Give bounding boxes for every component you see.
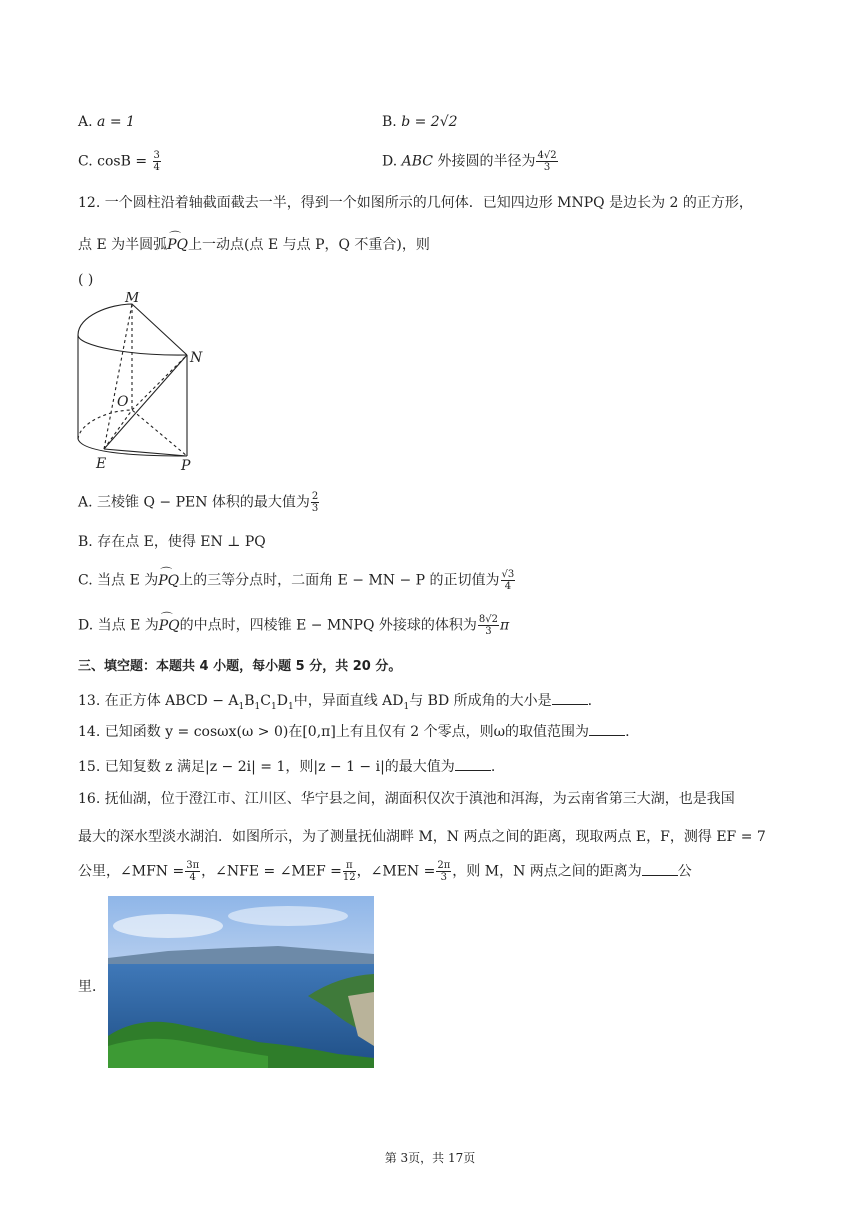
- option-text: 的中点时，四棱锥 E − MNPQ 外接球的体积为: [179, 617, 477, 634]
- answer-blank[interactable]: [552, 692, 588, 705]
- q13-text: 与 BD 所成角的大小是: [409, 693, 552, 709]
- option-prefix: B.: [382, 114, 402, 130]
- fraction-num: 3: [153, 150, 160, 161]
- option-11-b: [382, 114, 458, 130]
- fraction-den: 4: [153, 162, 160, 173]
- option-text: D. 当点 E 为: [78, 617, 159, 634]
- page-footer: 第 3页，共 17页: [384, 1151, 476, 1165]
- fraction-den: 4: [504, 581, 512, 592]
- option-prefix: C.: [78, 153, 98, 170]
- fraction: [478, 614, 499, 637]
- answer-blank[interactable]: [455, 758, 491, 771]
- option-text: C. 当点 E 为: [78, 572, 159, 589]
- fraction-num: π: [343, 860, 356, 872]
- q13: [78, 690, 592, 712]
- q15-text: 15. 已知复数 z 满足|z − 2i| = 1，则|z − 1 − i|的最大值为: [78, 759, 455, 775]
- option-math: a = 1: [97, 114, 135, 130]
- q13-text: 13. 在正方体 ABCD − A: [78, 693, 239, 709]
- fraction: [153, 150, 161, 173]
- q12-option-b: B. 存在点 E，使得 EN ⊥ PQ: [78, 534, 266, 550]
- label-E: E: [96, 456, 107, 472]
- q12-text: 点 E 为半圆弧: [78, 237, 168, 253]
- fraction: [311, 491, 319, 514]
- half-cylinder-figure: [70, 292, 210, 474]
- fraction-num: 3π: [186, 860, 200, 871]
- q16-text: 公: [677, 863, 692, 880]
- option-tail: π: [500, 617, 510, 634]
- q14-text: .: [625, 724, 630, 740]
- q12-stem-line1: 12. 一个圆柱沿着轴截面截去一半，得到一个如图所示的几何体．已知四边形 MNPQ 是边长为 2 的正方形，: [78, 195, 753, 211]
- answer-blank[interactable]: [589, 723, 625, 736]
- fraction-den: 3: [440, 872, 447, 883]
- section-heading: 三、填空题：本题共 4 小题，每小题 5 分，共 20 分。: [78, 659, 402, 674]
- option-prefix: A.: [78, 114, 98, 130]
- q12-option-a: [78, 491, 320, 514]
- q12-option-c: [78, 569, 516, 592]
- fraction-den: 3: [311, 503, 319, 514]
- fraction-den: 3: [485, 626, 492, 637]
- label-N: N: [190, 350, 203, 366]
- subscript: 1: [254, 701, 261, 712]
- subscript: 1: [403, 701, 410, 712]
- option-math: cosB =: [97, 153, 152, 170]
- fraction: [436, 860, 451, 883]
- q12-stem-line2: [78, 234, 430, 254]
- option-prefix: D.: [382, 153, 402, 170]
- q16-text: ，∠NFE = ∠MEF =: [201, 863, 342, 880]
- q16-text: ，则 M，N 两点之间的距离为: [452, 863, 642, 880]
- q12-text: 上一动点(点 E 与点 P，Q 不重合)，则: [188, 237, 430, 253]
- fraction-den: 3: [543, 162, 551, 173]
- q16-line4: 里．: [78, 979, 106, 995]
- q16-line3: [78, 860, 692, 883]
- arc-notation: ⌒ PQ: [167, 237, 188, 253]
- fraction-num: √3: [501, 569, 515, 580]
- q13-text: B: [244, 693, 255, 709]
- option-11-c: [78, 150, 162, 173]
- q13-text: D: [276, 693, 288, 709]
- option-text: 外接圆的半径为: [433, 153, 536, 170]
- fraction: [501, 569, 516, 592]
- answer-bracket: ( ): [78, 272, 94, 288]
- fraction: [185, 860, 200, 883]
- arc-notation: ⌒ PQ: [159, 618, 180, 634]
- subscript: 1: [238, 701, 245, 712]
- q14-text: 14. 已知函数 y = cosωx(ω > 0)在[0,π]上有且仅有 2 个零点，则ω的取值范围为: [78, 724, 590, 740]
- subscript: 1: [287, 701, 294, 712]
- fraction-num: 8√2: [478, 614, 498, 625]
- q14: [78, 721, 630, 741]
- label-P: P: [181, 458, 191, 474]
- q15: [78, 756, 495, 776]
- subscript: 1: [271, 701, 277, 712]
- label-M: M: [125, 292, 140, 306]
- q16-line2: 最大的深水型淡水湖泊．如图所示，为了测量抚仙湖畔 M，N 两点之间的距离，现取两点 E，F，测得 EF = 7: [78, 829, 766, 845]
- q13-text: 中，异面直线 AD: [293, 693, 404, 709]
- option-text: 上的三等分点时，二面角 E − MN − P 的正切值为: [179, 572, 500, 589]
- fraction-num: 2π: [437, 860, 451, 871]
- lake-photo: [108, 896, 374, 1068]
- fraction-den: 12: [342, 872, 356, 883]
- q16-line1: 16. 抚仙湖，位于澄江市、江川区、华宁县之间，湖面积仅次于滇池和洱海，为云南省第三大湖，也是我国: [78, 791, 735, 807]
- q13-text: C: [260, 693, 271, 709]
- option-math: ABC: [401, 153, 434, 170]
- fraction: [343, 860, 356, 883]
- fraction: [536, 150, 557, 173]
- option-math: b = 2√2: [401, 114, 458, 130]
- option-11-d: [382, 150, 559, 173]
- q16-text: 公里，∠MFN =: [78, 863, 185, 880]
- q16-text: ，∠MEN =: [356, 863, 436, 880]
- label-O: O: [117, 394, 129, 410]
- fraction-den: 4: [189, 872, 196, 883]
- q13-text: .: [587, 693, 593, 709]
- fraction-num: 4√2: [537, 150, 557, 161]
- fraction-num: 2: [311, 491, 319, 502]
- option-text: A. 三棱锥 Q − PEN 体积的最大值为: [78, 494, 310, 511]
- q12-option-d: [78, 614, 509, 637]
- arc-notation: ⌒ PQ: [158, 573, 179, 589]
- answer-blank[interactable]: [642, 863, 678, 876]
- option-11-a: [78, 114, 135, 130]
- q15-text: .: [490, 759, 496, 775]
